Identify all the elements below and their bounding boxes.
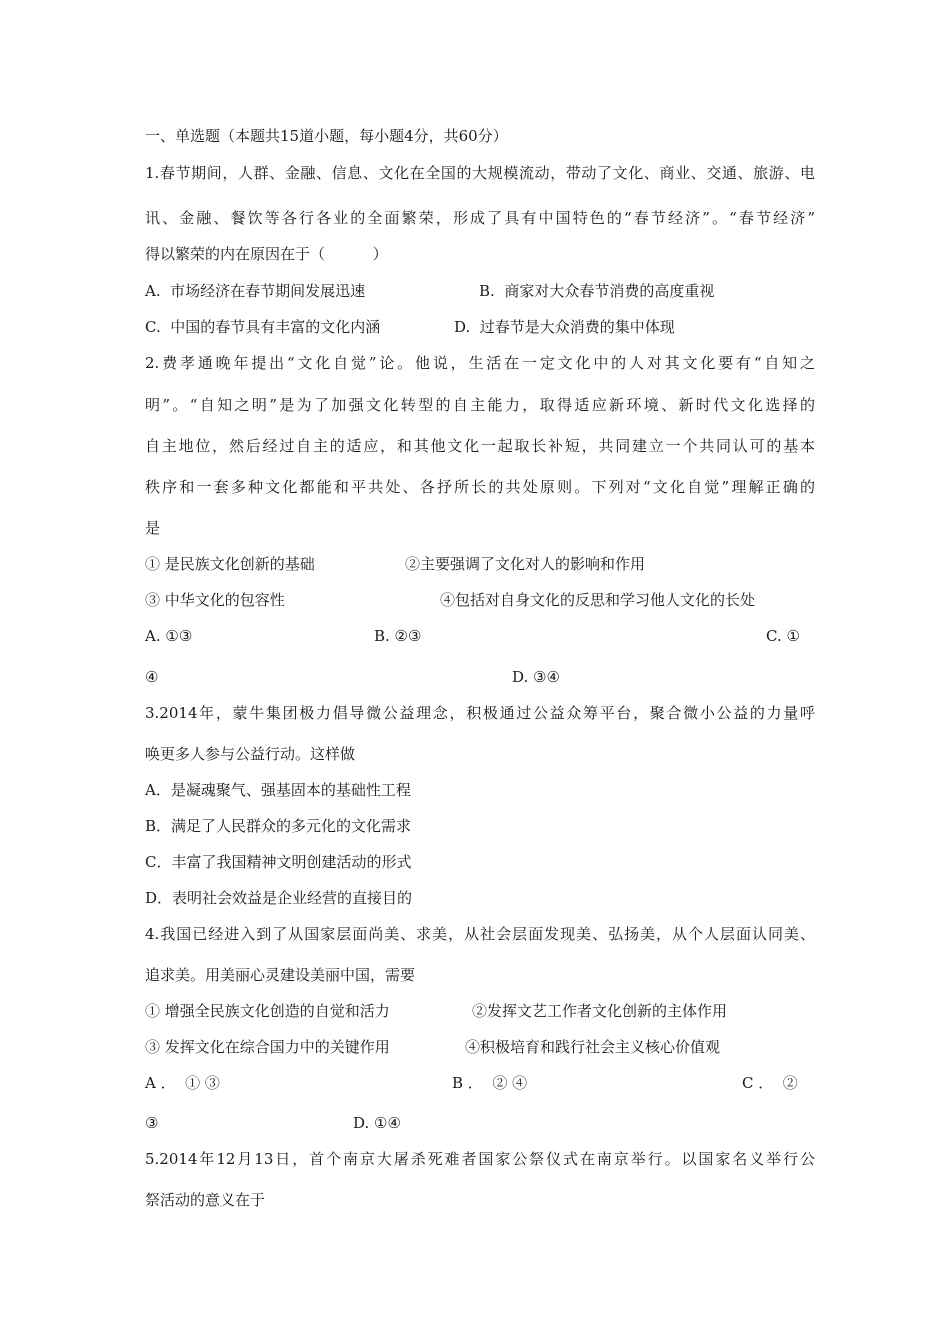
statement-item: ① 是民族文化创新的基础 — [145, 555, 315, 573]
option-b[interactable]: B ． ② ④ — [452, 1074, 528, 1092]
question-stem-line: 追求美。用美丽心灵建设美丽中国，需要 — [145, 966, 416, 984]
question-stem-line: 秩序和一套多种文化都能和平共处、各抒所长的共处原则。下列对“文化自觉”理解正确的 — [145, 478, 815, 496]
question-stem-line: 3.2014年，蒙牛集团极力倡导微公益理念，积极通过公益众筹平台，聚合微小公益的力量呼 — [145, 704, 815, 722]
statement-item: ③ 发挥文化在综合国力中的关键作用 — [145, 1038, 390, 1056]
option-c[interactable]: C ． ② — [742, 1074, 798, 1092]
option-d[interactable]: D. ①④ — [353, 1114, 401, 1132]
option-a[interactable]: A．是凝魂聚气、强基固本的基础性工程 — [145, 781, 411, 799]
question-stem-line: 是 — [145, 519, 161, 537]
option-c[interactable]: C. 中国的春节具有丰富的文化内涵 — [145, 318, 381, 336]
option-a[interactable]: A. 市场经济在春节期间发展迅速 — [145, 282, 366, 300]
question-stem-line: 4.我国已经进入到了从国家层面尚美、求美，从社会层面发现美、弘扬美，从个人层面认同美、 — [145, 925, 815, 943]
option-a[interactable]: A. ①③ — [145, 627, 193, 645]
question-stem-line: 明”。“自知之明”是为了加强文化转型的自主能力，取得适应新环境、新时代文化选择的 — [145, 396, 815, 414]
statement-item: ④包括对自身文化的反思和学习他人文化的长处 — [440, 591, 756, 609]
question-stem-line: 2.费孝通晚年提出“文化自觉”论。他说，生活在一定文化中的人对其文化要有“自知之 — [145, 354, 815, 372]
option-b[interactable]: B．满足了人民群众的多元化的文化需求 — [145, 817, 412, 835]
question-stem-line: 5.2014年12月13日，首个南京大屠杀死难者国家公祭仪式在南京举行。以国家名义举行公 — [145, 1150, 815, 1168]
statement-item: ②发挥文艺工作者文化创新的主体作用 — [472, 1002, 728, 1020]
option-c[interactable]: C. ① — [766, 627, 800, 645]
statement-item: ②主要强调了文化对人的影响和作用 — [405, 555, 646, 573]
option-c-continued: ③ — [145, 1114, 159, 1132]
option-b[interactable]: B. 商家对大众春节消费的高度重视 — [479, 282, 715, 300]
option-a[interactable]: A ． ① ③ — [145, 1074, 220, 1092]
question-stem-line: 讯、金融、餐饮等各行各业的全面繁荣，形成了具有中国特色的“春节经济”。“春节经济” — [145, 209, 815, 227]
option-b[interactable]: B. ②③ — [374, 627, 422, 645]
option-d[interactable]: D. ③④ — [512, 668, 560, 686]
question-stem-line: 唤更多人参与公益行动。这样做 — [145, 745, 356, 763]
option-d[interactable]: D．表明社会效益是企业经营的直接目的 — [145, 889, 413, 907]
statement-item: ① 增强全民族文化创造的自觉和活力 — [145, 1002, 390, 1020]
question-stem-line: 1.春节期间，人群、金融、信息、文化在全国的大规模流动，带动了文化、商业、交通、旅游、电 — [145, 164, 815, 182]
question-stem-line: 自主地位，然后经过自主的适应，和其他文化一起取长补短，共同建立一个共同认可的基本 — [145, 437, 815, 455]
section-heading: 一、单选题（本题共15道小题，每小题4分，共60分） — [145, 127, 508, 145]
statement-item: ③ 中华文化的包容性 — [145, 591, 285, 609]
option-c-continued: ④ — [145, 668, 159, 686]
statement-item: ④积极培育和践行社会主义核心价值观 — [465, 1038, 721, 1056]
question-stem-line: 祭活动的意义在于 — [145, 1191, 266, 1209]
option-c[interactable]: C．丰富了我国精神文明创建活动的形式 — [145, 853, 412, 871]
question-stem-line: 得以繁荣的内在原因在于（ ） — [145, 245, 388, 263]
option-d[interactable]: D. 过春节是大众消费的集中体现 — [454, 318, 675, 336]
